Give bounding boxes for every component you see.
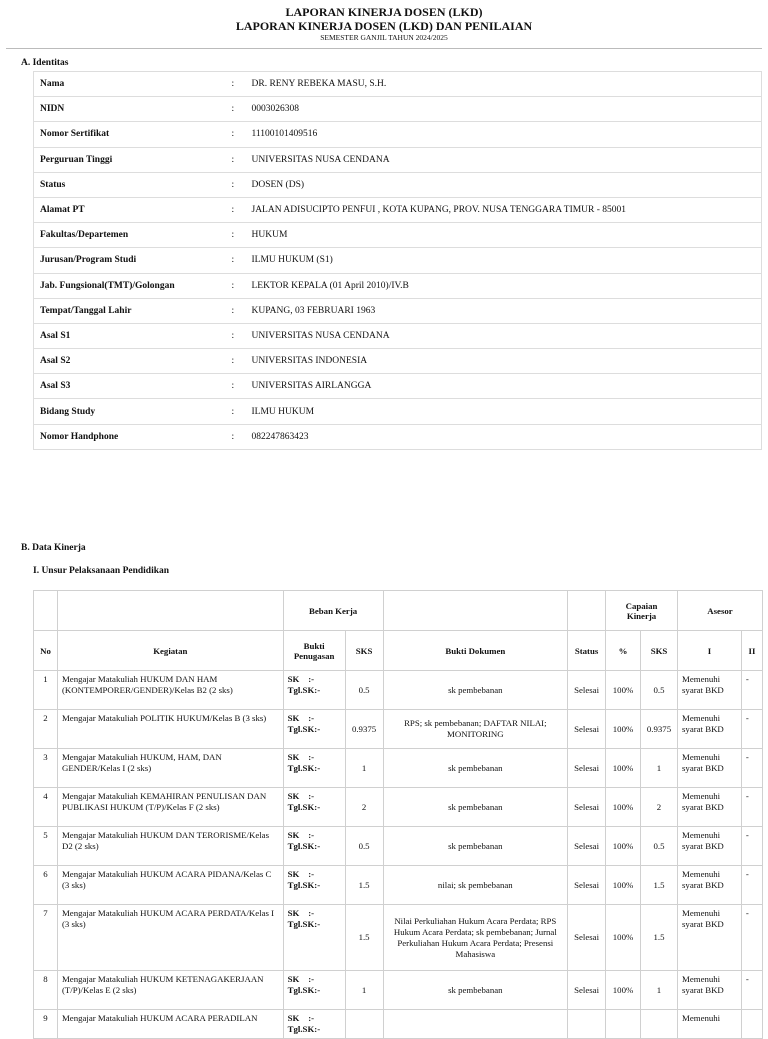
section-identitas-title: A. Identitas <box>21 58 69 68</box>
row-status: Selesai <box>568 671 606 710</box>
row-kegiatan: Mengajar Matakuliah HUKUM KETENAGAKERJAAN (T/P)/Kelas E (2 sks) <box>57 971 283 1010</box>
row-no: 3 <box>34 749 58 788</box>
identitas-label: Nama <box>34 72 230 97</box>
identitas-value: 082247863423 <box>252 424 762 449</box>
identitas-label: Perguruan Tinggi <box>34 147 230 172</box>
row-no: 7 <box>34 905 58 971</box>
row-sks2: 0.5 <box>641 827 678 866</box>
sk-label: SK <box>287 974 300 984</box>
tgl-sk: Tgl.SK:- <box>287 763 321 773</box>
identitas-colon: : <box>230 374 252 399</box>
identitas-row <box>34 323 762 348</box>
identitas-value: LEKTOR KEPALA (01 April 2010)/IV.B <box>252 273 762 298</box>
sk-line <box>288 1013 341 1024</box>
col-bukti-dokumen: Bukti Dokumen <box>383 631 568 671</box>
col-persen: % <box>606 631 641 671</box>
sk-label: SK <box>287 752 300 762</box>
identitas-label: Asal S2 <box>34 349 230 374</box>
report-subtitle: LAPORAN KINERJA DOSEN (LKD) DAN PENILAIAN <box>235 19 533 33</box>
row-no: 2 <box>34 710 58 749</box>
identitas-value: KUPANG, 03 FEBRUARI 1963 <box>252 298 762 323</box>
identitas-label: NIDN <box>34 97 230 122</box>
identitas-colon: : <box>230 298 252 323</box>
col-kegiatan-spacer <box>57 591 283 631</box>
row-no: 4 <box>34 788 58 827</box>
identitas-colon: : <box>230 72 252 97</box>
identitas-row <box>34 273 762 298</box>
row-sks2: 1.5 <box>641 905 678 971</box>
identitas-label: Bidang Study <box>34 399 230 424</box>
identitas-row <box>34 172 762 197</box>
tgl-sk: Tgl.SK:- <box>287 880 321 890</box>
row-bukti-penugasan <box>283 827 345 866</box>
identitas-colon: : <box>230 273 252 298</box>
identitas-row <box>34 147 762 172</box>
row-status: Selesai <box>568 710 606 749</box>
row-persen: 100% <box>606 866 641 905</box>
row-asesor-1: Memenuhi syarat BKD <box>678 827 742 866</box>
row-sks2: 0.9375 <box>641 710 678 749</box>
col-no-label: No <box>34 631 58 671</box>
section-kinerja-title: B. Data Kinerja <box>21 543 86 553</box>
identitas-colon: : <box>230 172 252 197</box>
identitas-colon: : <box>230 349 252 374</box>
identitas-label: Nomor Sertifikat <box>34 122 230 147</box>
identitas-label: Asal S1 <box>34 323 230 348</box>
report-title: LAPORAN KINERJA DOSEN (LKD) <box>285 5 483 19</box>
row-asesor-2: - <box>741 710 762 749</box>
header-divider <box>6 48 762 49</box>
row-bukti-dokumen: sk pembebanan <box>383 788 568 827</box>
row-asesor-2: - <box>741 671 762 710</box>
row-kegiatan: Mengajar Matakuliah HUKUM ACARA PIDANA/Kelas C (3 sks) <box>57 866 283 905</box>
sk-line <box>288 869 341 880</box>
col-asesor-1: I <box>678 631 742 671</box>
row-sks: 1.5 <box>345 905 383 971</box>
table-row <box>34 671 763 710</box>
identitas-value: JALAN ADISUCIPTO PENFUI , KOTA KUPANG, PROV. NUSA TENGGARA TIMUR - 85001 <box>252 197 762 222</box>
sk-label: SK <box>287 908 300 918</box>
row-kegiatan: Mengajar Matakuliah KEMAHIRAN PENULISAN DAN PUBLIKASI HUKUM (T/P)/Kelas F (2 sks) <box>57 788 283 827</box>
row-asesor-2: - <box>741 827 762 866</box>
row-persen <box>606 1010 641 1039</box>
identitas-value: ILMU HUKUM <box>252 399 762 424</box>
identitas-label: Jab. Fungsional(TMT)/Golongan <box>34 273 230 298</box>
identitas-label: Tempat/Tanggal Lahir <box>34 298 230 323</box>
table-row <box>34 971 763 1010</box>
row-persen: 100% <box>606 827 641 866</box>
row-asesor-1: Memenuhi syarat BKD <box>678 710 742 749</box>
sk-line <box>288 713 341 724</box>
identitas-colon: : <box>230 399 252 424</box>
tgl-sk: Tgl.SK:- <box>287 1024 321 1034</box>
identitas-colon: : <box>230 424 252 449</box>
identitas-label: Asal S3 <box>34 374 230 399</box>
row-status: Selesai <box>568 749 606 788</box>
tgl-sk: Tgl.SK:- <box>287 685 321 695</box>
row-sks <box>345 1010 383 1039</box>
row-asesor-1: Memenuhi syarat BKD <box>678 671 742 710</box>
row-asesor-2: - <box>741 788 762 827</box>
row-kegiatan: Mengajar Matakuliah HUKUM ACARA PERADILAN <box>57 1010 283 1039</box>
identitas-row <box>34 298 762 323</box>
sk-line <box>288 908 341 919</box>
row-bukti-penugasan <box>283 971 345 1010</box>
identitas-row <box>34 349 762 374</box>
row-sks2: 1.5 <box>641 866 678 905</box>
sk-value: :- <box>308 830 315 840</box>
table-row <box>34 1010 763 1039</box>
row-bukti-dokumen: sk pembebanan <box>383 671 568 710</box>
identitas-row <box>34 97 762 122</box>
row-kegiatan: Mengajar Matakuliah POLITIK HUKUM/Kelas B (3 sks) <box>57 710 283 749</box>
row-asesor-1: Memenuhi <box>678 1010 742 1039</box>
row-sks: 0.5 <box>345 827 383 866</box>
row-status: Selesai <box>568 788 606 827</box>
row-no: 8 <box>34 971 58 1010</box>
row-persen: 100% <box>606 788 641 827</box>
row-sks: 2 <box>345 788 383 827</box>
row-asesor-1: Memenuhi syarat BKD <box>678 749 742 788</box>
tgl-sk: Tgl.SK:- <box>287 985 321 995</box>
table-row <box>34 827 763 866</box>
identitas-label: Status <box>34 172 230 197</box>
identitas-value: UNIVERSITAS INDONESIA <box>252 349 762 374</box>
identitas-row <box>34 399 762 424</box>
row-bukti-dokumen: Nilai Perkuliahan Hukum Acara Perdata; RPS Hukum Acara Perdata; sk pembebanan; Jurnal Perkuliahan Hukum Acara Perdata; Presensi Mahasiswa <box>383 905 568 971</box>
row-asesor-2: - <box>741 971 762 1010</box>
sk-line <box>288 830 341 841</box>
col-sks2: SKS <box>641 631 678 671</box>
row-bukti-dokumen: sk pembebanan <box>383 827 568 866</box>
row-status <box>568 1010 606 1039</box>
row-no: 5 <box>34 827 58 866</box>
table-row <box>34 905 763 971</box>
row-bukti-penugasan <box>283 710 345 749</box>
sk-line <box>288 791 341 802</box>
report-header <box>0 0 768 43</box>
row-asesor-1: Memenuhi syarat BKD <box>678 905 742 971</box>
identitas-value: DOSEN (DS) <box>252 172 762 197</box>
row-persen: 100% <box>606 905 641 971</box>
identitas-label: Jurusan/Program Studi <box>34 248 230 273</box>
identitas-value: UNIVERSITAS AIRLANGGA <box>252 374 762 399</box>
sk-label: SK <box>287 674 300 684</box>
row-asesor-2: - <box>741 749 762 788</box>
row-no: 1 <box>34 671 58 710</box>
row-status: Selesai <box>568 905 606 971</box>
row-status: Selesai <box>568 866 606 905</box>
table-row <box>34 788 763 827</box>
kinerja-table <box>33 590 763 1039</box>
sk-label: SK <box>287 830 300 840</box>
row-persen: 100% <box>606 671 641 710</box>
row-kegiatan: Mengajar Matakuliah HUKUM DAN HAM (KONTEMPORER/GENDER)/Kelas B2 (2 sks) <box>57 671 283 710</box>
sk-value: :- <box>308 908 315 918</box>
identitas-value: HUKUM <box>252 223 762 248</box>
row-sks2: 1 <box>641 749 678 788</box>
sk-line <box>288 674 341 685</box>
row-bukti-dokumen <box>383 1010 568 1039</box>
row-asesor-1: Memenuhi syarat BKD <box>678 788 742 827</box>
identitas-row <box>34 374 762 399</box>
row-asesor-1: Memenuhi syarat BKD <box>678 971 742 1010</box>
identitas-colon: : <box>230 223 252 248</box>
col-status-spacer <box>568 591 606 631</box>
col-beban-kerja: Beban Kerja <box>283 591 383 631</box>
tgl-sk: Tgl.SK:- <box>287 802 321 812</box>
row-persen: 100% <box>606 971 641 1010</box>
identitas-colon: : <box>230 122 252 147</box>
row-sks2: 1 <box>641 971 678 1010</box>
sk-value: :- <box>308 869 315 879</box>
col-status: Status <box>568 631 606 671</box>
sk-label: SK <box>287 713 300 723</box>
sk-label: SK <box>287 1013 300 1023</box>
row-asesor-1: Memenuhi syarat BKD <box>678 866 742 905</box>
tgl-sk: Tgl.SK:- <box>287 841 321 851</box>
row-sks: 0.9375 <box>345 710 383 749</box>
row-persen: 100% <box>606 710 641 749</box>
col-no <box>34 591 58 631</box>
row-sks: 0.5 <box>345 671 383 710</box>
identitas-row <box>34 248 762 273</box>
semester-label: SEMESTER GANJIL TAHUN 2024/2025 <box>320 33 448 42</box>
row-kegiatan: Mengajar Matakuliah HUKUM DAN TERORISME/Kelas D2 (2 sks) <box>57 827 283 866</box>
subsection-pendidikan-title: I. Unsur Pelaksanaan Pendidikan <box>33 566 170 576</box>
row-bukti-penugasan <box>283 749 345 788</box>
tgl-sk: Tgl.SK:- <box>287 919 321 929</box>
row-bukti-dokumen: RPS; sk pembebanan; DAFTAR NILAI; MONITORING <box>383 710 568 749</box>
row-asesor-2 <box>741 1010 762 1039</box>
identitas-colon: : <box>230 248 252 273</box>
sk-label: SK <box>287 791 300 801</box>
identitas-value: UNIVERSITAS NUSA CENDANA <box>252 323 762 348</box>
row-sks2: 2 <box>641 788 678 827</box>
identitas-colon: : <box>230 323 252 348</box>
sk-line <box>288 752 341 763</box>
col-bukti-penugasan: Bukti Penugasan <box>283 631 345 671</box>
identitas-value: UNIVERSITAS NUSA CENDANA <box>252 147 762 172</box>
identitas-row <box>34 72 762 97</box>
identitas-colon: : <box>230 97 252 122</box>
row-status: Selesai <box>568 827 606 866</box>
identitas-row <box>34 223 762 248</box>
row-sks: 1.5 <box>345 866 383 905</box>
col-bukti-spacer <box>383 591 568 631</box>
identitas-row <box>34 424 762 449</box>
tgl-sk: Tgl.SK:- <box>287 724 321 734</box>
row-sks: 1 <box>345 971 383 1010</box>
sk-line <box>288 974 341 985</box>
sk-value: :- <box>308 791 315 801</box>
row-bukti-dokumen: sk pembebanan <box>383 971 568 1010</box>
identitas-value: 11100101409516 <box>252 122 762 147</box>
identitas-colon: : <box>230 197 252 222</box>
table-row <box>34 866 763 905</box>
table-row <box>34 710 763 749</box>
sk-value: :- <box>308 974 315 984</box>
identitas-label: Alamat PT <box>34 197 230 222</box>
row-asesor-2: - <box>741 905 762 971</box>
identitas-row <box>34 122 762 147</box>
row-persen: 100% <box>606 749 641 788</box>
sk-value: :- <box>308 674 315 684</box>
row-bukti-penugasan <box>283 788 345 827</box>
identitas-colon: : <box>230 147 252 172</box>
identitas-table <box>33 71 762 450</box>
col-asesor-2: II <box>741 631 762 671</box>
identitas-value: 0003026308 <box>252 97 762 122</box>
row-sks2 <box>641 1010 678 1039</box>
sk-value: :- <box>308 752 315 762</box>
row-no: 6 <box>34 866 58 905</box>
row-bukti-dokumen: sk pembebanan <box>383 749 568 788</box>
row-bukti-penugasan <box>283 905 345 971</box>
sk-label: SK <box>287 869 300 879</box>
row-bukti-dokumen: nilai; sk pembebanan <box>383 866 568 905</box>
row-bukti-penugasan <box>283 866 345 905</box>
col-kegiatan-label: Kegiatan <box>57 631 283 671</box>
col-asesor: Asesor <box>678 591 763 631</box>
row-bukti-penugasan <box>283 671 345 710</box>
identitas-value: DR. RENY REBEKA MASU, S.H. <box>252 72 762 97</box>
row-asesor-2: - <box>741 866 762 905</box>
identitas-row <box>34 197 762 222</box>
row-sks: 1 <box>345 749 383 788</box>
identitas-value: ILMU HUKUM (S1) <box>252 248 762 273</box>
identitas-label: Fakultas/Departemen <box>34 223 230 248</box>
row-sks2: 0.5 <box>641 671 678 710</box>
row-bukti-penugasan <box>283 1010 345 1039</box>
identitas-label: Nomor Handphone <box>34 424 230 449</box>
col-capaian-kinerja: Capaian Kinerja <box>606 591 678 631</box>
sk-value: :- <box>308 713 315 723</box>
row-kegiatan: Mengajar Matakuliah HUKUM, HAM, DAN GENDER/Kelas I (2 sks) <box>57 749 283 788</box>
row-status: Selesai <box>568 971 606 1010</box>
row-no: 9 <box>34 1010 58 1039</box>
table-row <box>34 749 763 788</box>
row-kegiatan: Mengajar Matakuliah HUKUM ACARA PERDATA/Kelas I (3 sks) <box>57 905 283 971</box>
col-sks: SKS <box>345 631 383 671</box>
sk-value: :- <box>308 1013 315 1023</box>
